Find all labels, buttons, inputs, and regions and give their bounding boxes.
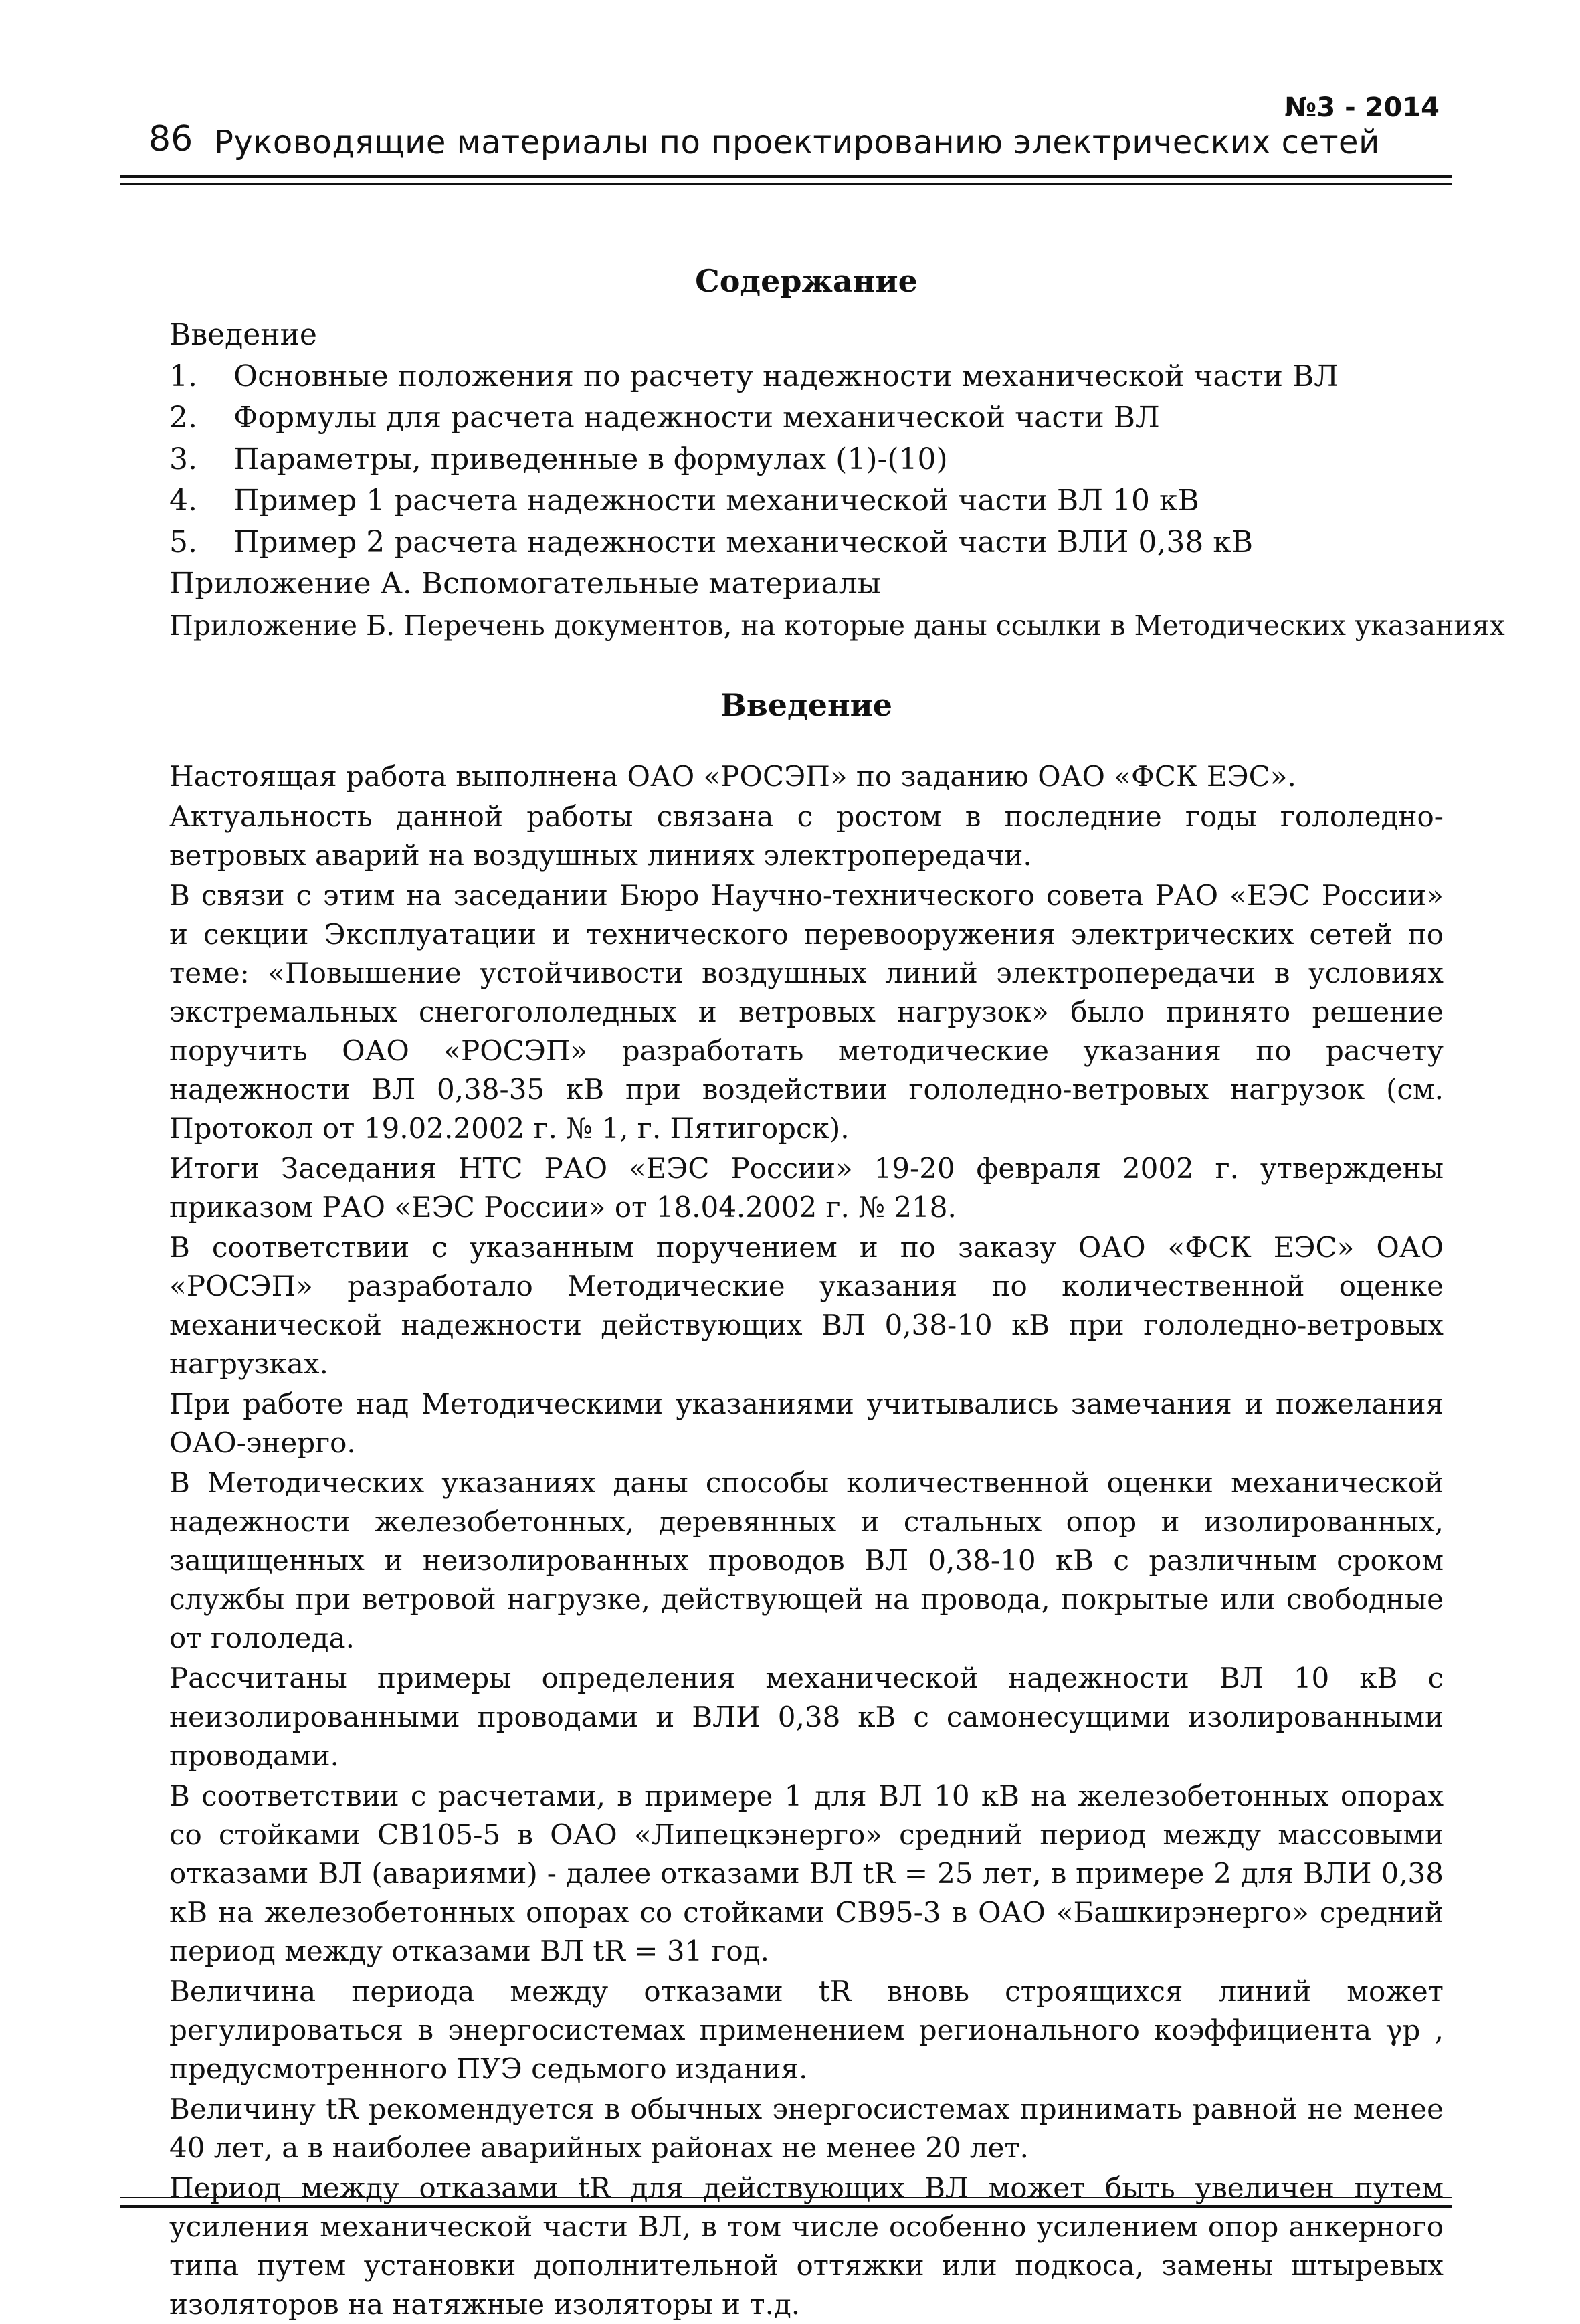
footer-rule-thick (120, 2205, 1452, 2208)
toc-item (169, 605, 1505, 646)
toc-item-number: 1. (169, 359, 197, 393)
toc-item (169, 563, 1444, 605)
toc-item (169, 522, 1444, 563)
toc-item-text: Пример 1 расчета надежности механической части ВЛ 10 кВ (233, 484, 1199, 518)
toc-item-text: Параметры, приведенные в формулах (1)-(10) (233, 442, 948, 476)
header-rule-thin (120, 183, 1452, 185)
intro-paragraph: Рассчитаны примеры определения механической надежности ВЛ 10 кВ с неизолированными проводами и ВЛИ 0,38 кВ с самонесущими изолированными проводами. (169, 1662, 1444, 1772)
toc-item (169, 314, 1444, 356)
toc-item (169, 439, 1444, 480)
running-title: Руководящие материалы по проектированию электрических сетей (214, 124, 1380, 161)
intro-paragraph: Актуальность данной работы связана с ростом в последние годы гололедно-ветровых аварий на воздушных линиях электропередачи. (169, 800, 1444, 872)
toc-item-text: Формулы для расчета надежности механической части ВЛ (233, 401, 1160, 435)
intro-paragraph: В связи с этим на заседании Бюро Научно-технического совета РАО «ЕЭС России» и секции Эксплуатации и технического перевооружения электрических сетей по теме: «Повышение устойчивости воздушных линий электропередачи в условиях экстремальных снегогололедных и ветровых нагрузок» было принято решение поручить ОАО «РОСЭП» разработать методические указания по расчету надежности ВЛ 0,38-35 кВ при воздействии гололедно-ветровых нагрузок (см. Протокол от 19.02.2002 г. № 1, г. Пятигорск). (169, 879, 1444, 1145)
intro-paragraph: Период между отказами tR для действующих ВЛ может быть увеличен путем усиления механической части ВЛ, в том числе особенно усилением опор анкерного типа путем установки дополнительной оттяжки или подкоса, замены штыревых изоляторов на натяжные изоляторы и т.д. (169, 2171, 1444, 2321)
intro-body (169, 757, 1444, 2324)
toc-item-number: 3. (169, 442, 197, 476)
toc-item-text: Приложение Б. Перечень документов, на которые даны ссылки в Методических указаниях (169, 609, 1505, 642)
toc-item-text: Введение (169, 318, 317, 352)
toc-item-number: 5. (169, 525, 197, 559)
toc-title: Содержание (695, 263, 918, 299)
toc-item (169, 356, 1444, 397)
toc-item-text: Приложение А. Вспомогательные материалы (169, 567, 881, 601)
intro-title: Введение (720, 687, 893, 723)
toc-item-text: Пример 2 расчета надежности механической части ВЛИ 0,38 кВ (233, 525, 1254, 559)
toc-item-text: Основные положения по расчету надежности механической части ВЛ (233, 359, 1339, 393)
intro-paragraph: Величина периода между отказами tR вновь строящихся линий может регулироваться в энергосистемах применением регионального коэффициента γp , предусмотренного ПУЭ седьмого издания. (169, 1975, 1444, 2085)
toc-item (169, 397, 1444, 439)
intro-paragraph: В Методических указаниях даны способы количественной оценки механической надежности железобетонных, деревянных и стальных опор и изолированных, защищенных и неизолированных проводов ВЛ 0,38-10 кВ с различным сроком службы при ветровой нагрузке, действующей на провода, покрытые или свободные от гололеда. (169, 1466, 1444, 1654)
intro-paragraph: В соответствии с расчетами, в примере 1 для ВЛ 10 кВ на железобетонных опорах со стойками СВ105-5 в ОАО «Липецкэнерго» средний период между массовыми отказами ВЛ (авариями) - далее отказами ВЛ tR = 25 лет, в примере 2 для ВЛИ 0,38 кВ на железобетонных опорах со стойками СВ95-3 в ОАО «Башкирэнерго» средний период между отказами ВЛ tR = 31 год. (169, 1779, 1444, 1967)
toc-item-number: 4. (169, 484, 197, 518)
intro-paragraph: Настоящая работа выполнена ОАО «РОСЭП» по заданию ОАО «ФСК ЕЭС». (169, 760, 1296, 793)
intro-paragraph: В соответствии с указанным поручением и по заказу ОАО «ФСК ЕЭС» ОАО «РОСЭП» разработало Методические указания по количественной оценке механической надежности действующих ВЛ 0,38-10 кВ при гололедно-ветровых нагрузках. (169, 1231, 1444, 1380)
issue-number: №3 - 2014 (1284, 92, 1440, 123)
intro-paragraph: Величину tR рекомендуется в обычных энергосистемах принимать равной не менее 40 лет, а в наиболее аварийных районах не менее 20 лет. (169, 2093, 1444, 2164)
toc-list (169, 314, 1505, 646)
content-column (169, 261, 1505, 2324)
page-number: 86 (149, 119, 193, 159)
toc-item (169, 480, 1444, 522)
footer-rule-thin (120, 2197, 1452, 2198)
intro-paragraph: Итоги Заседания НТС РАО «ЕЭС России» 19-20 февраля 2002 г. утверждены приказом РАО «ЕЭС России» от 18.04.2002 г. № 218. (169, 1152, 1444, 1224)
toc-item-number: 2. (169, 401, 197, 435)
header-rule-thick (120, 175, 1452, 178)
intro-paragraph: При работе над Методическими указаниями учитывались замечания и пожелания ОАО-энерго. (169, 1387, 1444, 1459)
